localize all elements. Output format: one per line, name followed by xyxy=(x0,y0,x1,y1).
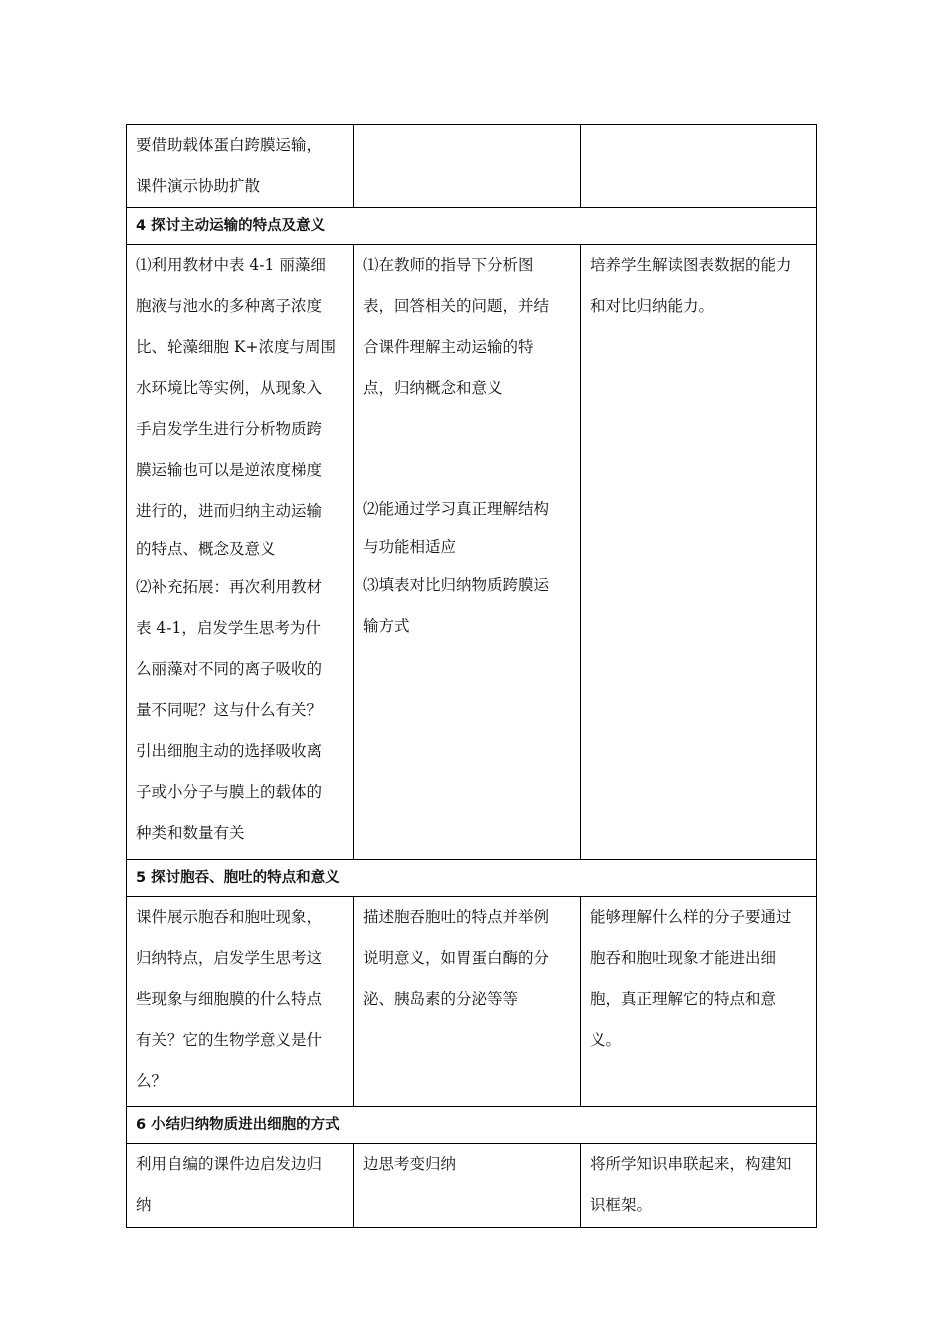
cell-line: 能够理解什么样的分子要通过 xyxy=(590,908,792,926)
design-intent-cell xyxy=(581,1144,817,1228)
cell-line: 表 4-1，启发学生思考为什 xyxy=(136,619,321,637)
student-activity-cell xyxy=(354,125,581,208)
cell-line: 与功能相适应 xyxy=(363,538,457,556)
teacher-activity-cell xyxy=(127,125,354,208)
cell-line: 利用自编的课件边启发边归 xyxy=(136,1155,323,1173)
student-activity-cell xyxy=(354,245,581,860)
cell-line: 量不同呢？这与什么有关？ xyxy=(136,701,323,719)
teacher-activity-cell xyxy=(127,245,354,860)
cell-line: 边思考变归纳 xyxy=(363,1155,457,1173)
cell-line: 胞液与池水的多种离子浓度 xyxy=(136,297,323,315)
cell-line: ⑵补充拓展：再次利用教材 xyxy=(136,578,323,596)
section-header: 4 探讨主动运输的特点及意义 xyxy=(127,208,817,245)
cell-line: 泌、胰岛素的分泌等等 xyxy=(363,990,519,1008)
cell-line: 课件展示胞吞和胞吐现象， xyxy=(136,908,323,926)
cell-line: 有关？它的生物学意义是什 xyxy=(136,1031,323,1049)
cell-line: ⑴在教师的指导下分析图 xyxy=(363,256,534,274)
section-header-row xyxy=(127,1107,817,1144)
cell-line: 膜运输也可以是逆浓度梯度 xyxy=(136,461,323,479)
section-header: 5 探讨胞吞、胞吐的特点和意义 xyxy=(127,860,817,897)
design-intent-cell xyxy=(581,897,817,1107)
cell-line: 表，回答相关的问题，并结 xyxy=(363,297,550,315)
design-intent-cell xyxy=(581,125,817,208)
cell-line: ⑵能通过学习真正理解结构 xyxy=(363,500,550,518)
section-header-row xyxy=(127,208,817,245)
student-activity-cell xyxy=(354,1144,581,1228)
cell-line: 输方式 xyxy=(363,617,410,635)
cell-line: 种类和数量有关 xyxy=(136,824,245,842)
cell-line: 手启发学生进行分析物质跨 xyxy=(136,420,323,438)
cell-line: 水环境比等实例，从现象入 xyxy=(136,379,323,397)
cell-line: 合课件理解主动运输的特 xyxy=(363,338,534,356)
teacher-activity-cell xyxy=(127,1144,354,1228)
table-row xyxy=(127,1144,817,1228)
spacer xyxy=(363,409,572,489)
cell-line: 比、轮藻细胞 K+浓度与周围 xyxy=(136,338,336,356)
cell-line: 和对比归纳能力。 xyxy=(590,297,715,315)
cell-line: 将所学知识串联起来，构建知 xyxy=(590,1155,792,1173)
design-intent-cell xyxy=(581,245,817,860)
student-activity-cell xyxy=(354,897,581,1107)
cell-line: 子或小分子与膜上的载体的 xyxy=(136,783,323,801)
cell-line: 些现象与细胞膜的什么特点 xyxy=(136,990,323,1008)
table-row xyxy=(127,125,817,208)
cell-line: 胞，真正理解它的特点和意 xyxy=(590,990,777,1008)
cell-line: 描述胞吞胞吐的特点并举例 xyxy=(363,908,550,926)
cell-line: 识框架。 xyxy=(590,1196,653,1214)
cell-line: 进行的，进而归纳主动运输 xyxy=(136,502,323,520)
cell-line: 培养学生解读图表数据的能力 xyxy=(590,256,792,274)
cell-line: 么丽藻对不同的离子吸收的 xyxy=(136,660,323,678)
cell-line: 要借助载体蛋白跨膜运输， xyxy=(136,136,323,154)
cell-line: ⑴利用教材中表 4-1 丽藻细 xyxy=(136,256,326,274)
table-row xyxy=(127,897,817,1107)
section-header-row xyxy=(127,860,817,897)
cell-line: 胞吞和胞吐现象才能进出细 xyxy=(590,949,777,967)
cell-line: 课件演示协助扩散 xyxy=(136,177,261,195)
cell-line: ⑶填表对比归纳物质跨膜运 xyxy=(363,576,550,594)
cell-line: 归纳特点，启发学生思考这 xyxy=(136,949,323,967)
cell-line: 义。 xyxy=(590,1031,622,1049)
cell-line: 点，归纳概念和意义 xyxy=(363,379,503,397)
lesson-plan-table xyxy=(126,124,817,1228)
teacher-activity-cell xyxy=(127,897,354,1107)
section-header: 6 小结归纳物质进出细胞的方式 xyxy=(127,1107,817,1144)
table-row xyxy=(127,245,817,860)
cell-line: 说明意义，如胃蛋白酶的分 xyxy=(363,949,550,967)
cell-line: 么？ xyxy=(136,1072,168,1090)
cell-line: 的特点、概念及意义 xyxy=(136,540,276,558)
cell-line: 纳 xyxy=(136,1196,152,1214)
cell-line: 引出细胞主动的选择吸收离 xyxy=(136,742,323,760)
